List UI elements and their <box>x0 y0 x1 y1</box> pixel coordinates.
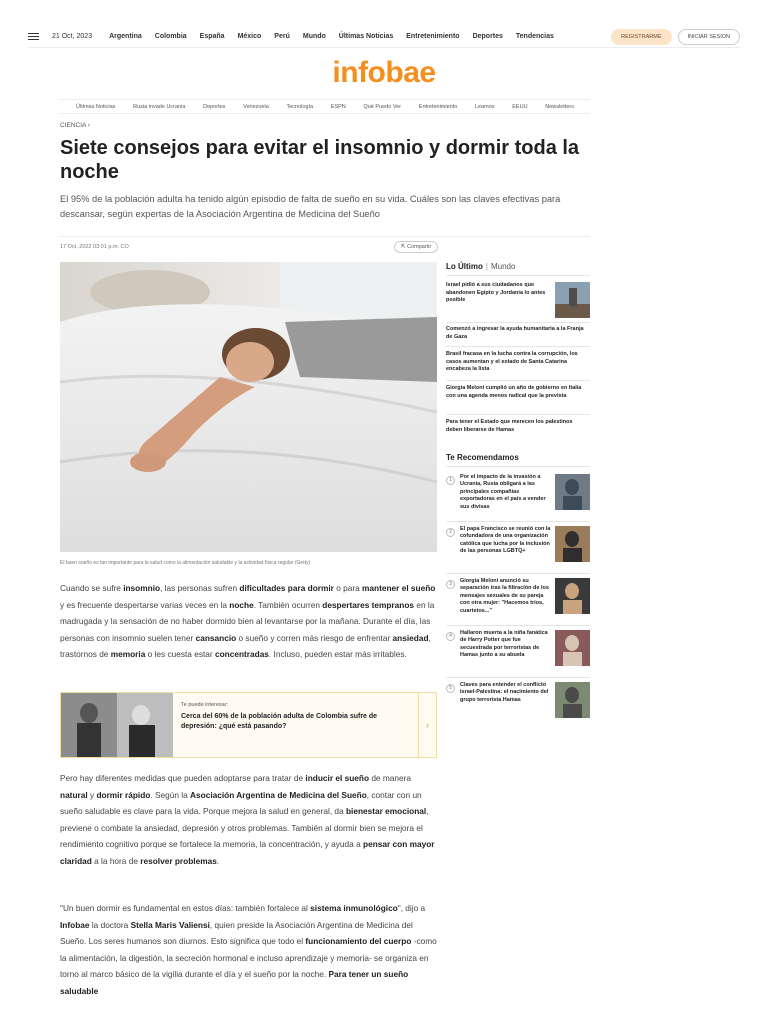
bold-text: Para tener un sueño saludable <box>60 969 409 996</box>
article-paragraph <box>60 580 437 663</box>
bold-text: bienestar emocional <box>345 806 427 816</box>
divider <box>446 380 590 381</box>
recommended-item[interactable]: Giorgia Meloni anunció su separación tras la filtración de los mensajes sexuales de su pareja con otra mujer: "Hacemos tríos, cuartetos..." <box>460 578 549 614</box>
rank-number: 2 <box>446 528 455 537</box>
section-nav-link[interactable]: ESPN <box>330 103 346 110</box>
share-label: Compartir <box>407 244 432 250</box>
recommended-item[interactable]: El papa Francisco se reunió con la cofundadora de una organización católica que lucha por la inclusión de las personas LGBTQ+ <box>460 526 551 555</box>
text-run: ", dijo a <box>397 903 426 913</box>
latest-item[interactable]: Israel pidió a sus ciudadanos que abandonen Egipto y Jordania lo antes posible <box>446 282 546 303</box>
text-run: -como la alimentación, la digestión, la secreción hormonal e incluso aprendizaje y memoria- se organiza en torno al marco básico de la vigilia durante el día y el sueño por la noche. <box>60 936 437 979</box>
share-button[interactable] <box>394 241 438 253</box>
text-run: . Incluso, pueden estar más irritables. <box>268 649 407 659</box>
text-run: a la hora de <box>91 855 141 866</box>
country-nav-link[interactable]: México <box>237 33 262 40</box>
divider <box>446 677 590 678</box>
bold-text: ansiedad <box>392 632 429 643</box>
latest-tab[interactable]: Lo Último <box>446 262 483 271</box>
world-tab[interactable]: Mundo <box>490 262 516 271</box>
text-run: , las personas sufren <box>160 583 240 593</box>
latest-item[interactable]: Para tener el Estado que merecen los palestinos deben liberarse de Hamas <box>446 419 573 433</box>
bold-text: cansancio <box>195 632 237 643</box>
rank-number: 3 <box>446 580 455 589</box>
breadcrumb-section[interactable]: CIENCIA › <box>60 122 90 129</box>
chevron-right-icon[interactable]: › <box>418 693 436 757</box>
text-run: , contar con un sueño saludable es clave para la vida. Porque mejora la salud en general, da <box>60 789 422 816</box>
register-button[interactable]: REGISTRARME <box>611 29 671 45</box>
bold-text: dificultades para dormir <box>239 583 334 593</box>
section-nav-link[interactable]: Leamos <box>475 103 495 110</box>
text-run: . <box>216 855 220 866</box>
hero-image <box>60 262 437 552</box>
bold-text: funcionamiento del cuerpo <box>305 936 412 946</box>
country-nav-link[interactable]: España <box>199 33 225 40</box>
country-nav-link[interactable]: Mundo <box>302 33 326 40</box>
publish-date: 17 Oct, 2022 03:01 p.m. CO <box>60 244 129 250</box>
section-nav-link[interactable]: Venezuela <box>243 103 269 110</box>
text-run: o para <box>333 583 363 593</box>
bold-text: despertares tempranos <box>322 599 415 610</box>
text-run: o les cuesta estar <box>145 649 215 659</box>
recommended-thumbnail <box>555 526 590 562</box>
divider <box>446 573 590 574</box>
text-run: la doctora <box>89 919 131 930</box>
text-run: Cuando se sufre <box>60 583 124 593</box>
bold-text: concentradas <box>214 649 269 659</box>
text-run: y <box>87 789 97 800</box>
text-run: . También ocurren <box>253 599 323 610</box>
bold-text: dormir rápido <box>96 789 151 800</box>
divider <box>446 414 590 415</box>
section-nav-link[interactable]: EEUU <box>512 103 528 110</box>
article-paragraph <box>60 770 437 869</box>
country-nav-link[interactable]: Colombia <box>154 33 187 40</box>
divider <box>446 521 590 522</box>
latest-item[interactable]: Comenzó a ingresar la ayuda humanitaria a la Franja de Gaza <box>446 326 584 340</box>
recommended-header: Te Recomendamos <box>446 453 519 462</box>
country-nav-link[interactable]: Entretenimiento <box>406 33 460 40</box>
section-nav-link[interactable]: Qué Puedo Ver <box>363 103 402 110</box>
section-nav <box>60 99 590 114</box>
section-nav-link[interactable]: Newsletters <box>545 103 574 110</box>
bold-text: pensar con mayor claridad <box>60 839 435 866</box>
text-run: o sueño y corren más riesgo de enfrentar <box>236 632 393 643</box>
share-icon: ⇱ <box>401 244 408 250</box>
bold-text: noche <box>229 599 254 610</box>
infobae-logo[interactable]: infobae <box>332 56 436 89</box>
divider <box>446 466 590 467</box>
country-nav-link[interactable]: Tendencias <box>515 33 554 40</box>
text-run: y es frecuente despertarse varias veces en la <box>60 599 230 610</box>
image-caption: El buen sueño es tan importante para la salud como la alimentación saludable y la actividad física regular (Getty) <box>60 560 311 566</box>
section-nav-link[interactable]: Entretenimiento <box>418 103 458 110</box>
divider <box>446 625 590 626</box>
rank-number: 5 <box>446 684 455 693</box>
bold-text: Asociación Argentina de Medicina del Sueño <box>190 789 367 800</box>
related-article-card[interactable] <box>60 692 437 758</box>
bold-text: inducir el sueño <box>305 773 370 783</box>
menu-icon[interactable] <box>28 33 39 41</box>
section-nav-link[interactable]: Rusia invade Ucrania <box>133 103 186 110</box>
article-paragraph <box>60 900 437 999</box>
text-run: , previene o combate la ansiedad, depresión y otros problemas. También al dormir bien se mejora el rendimiento cognitivo porque se fortalece la memoria, la concentración, y ayuda a <box>60 806 429 849</box>
bold-text: Stella Maris Valiensi <box>130 919 210 930</box>
country-nav-link[interactable]: Últimas Noticias <box>338 33 394 40</box>
related-title[interactable]: Cerca del 60% de la población adulta de Colombia sufre de depresión: ¿qué está pasando? <box>181 713 378 730</box>
bold-text: memoria <box>110 649 146 659</box>
country-nav-link[interactable]: Perú <box>274 33 290 40</box>
section-nav-link[interactable]: Últimas Noticias <box>76 103 116 110</box>
text-run: "Un buen dormir es fundamental en estos días: también fortalece al <box>60 903 311 913</box>
bold-text: sistema inmunológico <box>310 903 398 913</box>
text-run: , quien preside la Asociación Argentina de Medicina del Sueño. Los seres humanos son diurnos. Esto significa que todo el <box>60 919 413 946</box>
divider <box>446 346 590 347</box>
article-title: Siete consejos para evitar el insomnio y dormir toda la noche <box>60 137 580 183</box>
related-label: Te puede interesar: <box>181 702 229 708</box>
text-run: . Según la <box>150 789 191 800</box>
latest-header: Lo Último | Mundo <box>446 262 516 271</box>
login-button[interactable]: INICIAR SESION <box>678 29 740 45</box>
recommended-item[interactable]: Hallaron muerta a la niña fanática de Harry Potter que fue secuestrada por terroristas de Hamas junto a su abuela <box>460 630 548 659</box>
recommended-thumbnail <box>555 630 590 666</box>
section-nav-link[interactable]: Deportes <box>203 103 226 110</box>
recommended-item[interactable]: Por el impacto de la invasión a Ucrania, Rusia obligará a las principales compañías exportadoras en el país a vender sus divisas <box>460 474 546 510</box>
divider <box>446 322 590 323</box>
recommended-thumbnail <box>555 578 590 614</box>
article-deck: El 95% de la población adulta ha tenido algún episodio de falta de sueño en su vida. Cuáles son las claves efectivas para descansar, según expertas de la Asociación Argentina de Medicina del Sueño <box>60 194 561 219</box>
text-run: , trastornos de <box>60 632 431 659</box>
latest-thumbnail <box>555 282 590 318</box>
country-nav-link[interactable]: Argentina <box>109 33 142 40</box>
country-nav-link[interactable]: Deportes <box>472 33 503 40</box>
bold-text: insomnio <box>123 583 161 593</box>
recommended-thumbnail <box>555 682 590 718</box>
bold-text: natural <box>60 789 88 800</box>
text-run: de manera <box>369 773 411 783</box>
bold-text: Infobae <box>60 919 90 930</box>
latest-item[interactable]: Brasil fracasa en la lucha contra la corrupción, los casos aumentan y el estado de Santa Catarina encabeza la lista <box>446 351 578 372</box>
recommended-item[interactable]: Claves para entender el conflicto Israel-Palestina: el nacimiento del grupo terrorista Hamas <box>460 682 549 703</box>
text-run: Pero hay diferentes medidas que pueden adoptarse para tratar de <box>60 773 306 783</box>
bold-text: resolver problemas <box>140 855 217 866</box>
bold-text: mantener el sueño <box>362 583 436 593</box>
current-date: 21 Oct, 2023 <box>52 33 93 40</box>
related-article-thumbnail <box>61 693 173 757</box>
top-bar <box>28 26 740 48</box>
rank-number: 4 <box>446 632 455 641</box>
country-nav <box>109 33 567 40</box>
recommended-thumbnail <box>555 474 590 510</box>
rank-number: 1 <box>446 476 455 485</box>
divider <box>446 275 590 276</box>
latest-item[interactable]: Giorgia Meloni cumplió un año de gobierno en Italia con una agenda menos radical que la prevista <box>446 385 582 399</box>
section-nav-link[interactable]: Tecnología <box>286 103 314 110</box>
divider <box>60 236 590 237</box>
text-run: en la madrugada y la sensación de no haber dormido bien al levantarse por la mañana. Durante el día, las personas con insomnio suelen tener <box>60 599 435 643</box>
